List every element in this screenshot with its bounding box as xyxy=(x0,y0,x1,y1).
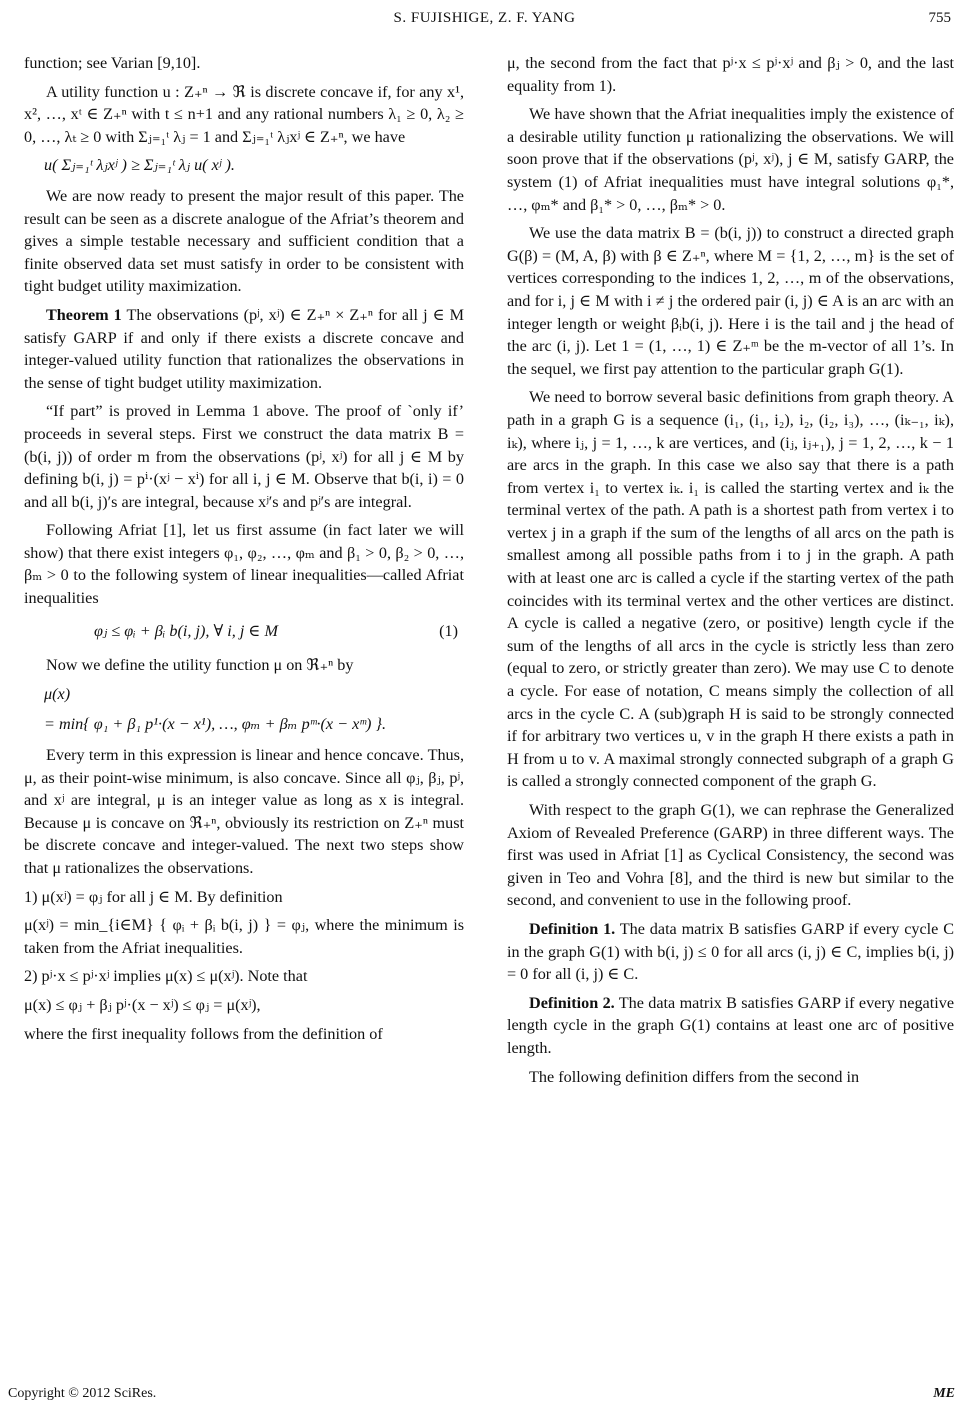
theorem-label: Theorem 1 xyxy=(46,305,122,324)
definition-2-text: The data matrix B satisfies GARP if every negative length cycle in the graph G(1) contains at least one arc of positive length. xyxy=(507,993,955,1057)
definition-1-text: The data matrix B satisfies GARP if every cycle C in the graph G(1) with b(i, j) ≤ 0 for all arcs (i, j) ∈ C, implies b(i, j) = 0 for all (i, j) ∈ C. xyxy=(507,919,954,984)
definition-1 xyxy=(507,918,954,986)
paragraph: function; see Varian [9,10]. xyxy=(24,54,201,72)
paragraph: “If part” is proved in Lemma 1 above. The proof of `only if’ proceeds in several steps. First we construct the data matrix B = (b(i, j)) of order m from the observations (pʲ, xʲ) for all j ∈ M by defining b(i, j) = pⁱ·(xʲ − xⁱ) for all i, j ∈ M. Observe that b(i, i) = 0 and all b(i, j)′s are integral, because xʲ′s and pʲ′s are integral. xyxy=(24,402,464,511)
equation-concavity: u( Σⱼ₌₁ᵗ λⱼxʲ ) ≥ Σⱼ₌₁ᵗ λⱼ u( xʲ ). xyxy=(44,156,235,175)
step-1-detail: μ(xʲ) = min_{i∈M} { φᵢ + βᵢ b(i, j) } = φⱼ, where the minimum is taken from the Afriat inequalities. xyxy=(24,916,464,957)
equation-mu-rhs: = min{ φ₁ + β₁ p¹·(x − x¹), …, φₘ + βₘ pᵐ·(x − xᵐ) }. xyxy=(44,715,387,734)
definition-2-label: Definition 2. xyxy=(529,993,615,1012)
paragraph-discrete-concave-definition: A utility function u : Z₊ⁿ → ℜ is discrete concave if, for any x¹, x², …, xᵗ ∈ Z₊ⁿ with t ≤ n+1 and any rational numbers λ₁ ≥ 0, λ₂ ≥ 0, …, λₜ ≥ 0 with Σⱼ₌₁ᵗ λⱼ = 1 and Σⱼ₌₁ᵗ λⱼxʲ ∈ Z₊ⁿ, we have xyxy=(24,82,464,146)
paragraph: We use the data matrix B = (b(i, j)) to construct a directed graph G(β) = (M, A, β) with β ∈ Z₊ⁿ, where M = {1, 2, …, m} is the set of vertices corresponding to the indices 1, 2, …, m of the observations, and for i, j ∈ M with i ≠ j the ordered pair (i, j) ∈ A is an arc with an integer length or weight βᵢb(i, j). Here i is the tail and j the head of the arc (i, j). Let 1 = (1, …, 1) ∈ Z₊ᵐ be the m-vector of all 1’s. In the sequel, we first pay attention to the particular graph G(1). xyxy=(507,224,954,378)
equation-1-number: (1) xyxy=(439,621,458,640)
step-2: 2) pʲ·x ≤ pʲ·xʲ implies μ(x) ≤ μ(xʲ). Note that xyxy=(24,967,308,986)
equation-1 xyxy=(24,620,464,643)
page-header xyxy=(0,8,969,32)
paragraph: Every term in this expression is linear and hence concave. Thus, μ, as their point-wise minimum, is also concave. Since all φⱼ, βⱼ, pʲ, and xʲ are integral, μ is an integer value as long as x is integral. Because μ is concave on ℜ₊ⁿ, obviously its restriction on Z₊ⁿ must be discrete concave and integer-valued. The next two steps show that μ rationalizes the observations. xyxy=(24,746,464,877)
step-2-detail: μ(x) ≤ φⱼ + βⱼ pʲ·(x − xʲ) ≤ φⱼ = μ(xʲ), xyxy=(24,995,261,1014)
copyright-notice: Copyright © 2012 SciRes. xyxy=(8,1386,157,1401)
equation-1-body: φⱼ ≤ φᵢ + βᵢ b(i, j), ∀ i, j ∈ M xyxy=(94,621,278,640)
definition-2 xyxy=(507,992,954,1060)
page-footer xyxy=(0,1384,969,1406)
paragraph: The following definition differs from the second in xyxy=(529,1067,860,1086)
theorem-text: The observations (pʲ, xʲ) ∈ Z₊ⁿ × Z₊ⁿ for all j ∈ M satisfy GARP if and only if there exists a discrete concave and integer-valued utility function that rationalizes the observations in the sense of tight budget utility maximization. xyxy=(24,305,464,392)
paragraph-graph-definitions: We need to borrow several basic definitions from graph theory. A path in a graph G is a sequence (i₁, (i₁, i₂), i₂, (i₂, i₃), …, (iₖ₋₁, iₖ), iₖ), where iⱼ, j = 1, …, k are vertices, and (iⱼ, iⱼ₊₁), j = 1, 2, …, k − 1 are arcs in the graph. In this case we also say that there is a path from vertex i₁ to vertex iₖ. i₁ is called the starting vertex and iₖ the terminal vertex of the path. A path is a shortest path from vertex i to vertex j in a graph if the sum of the lengths of all arcs on the path is smallest among all possible paths from i to j in the graph. A path with at least one arc is called a cycle if the starting vertex of the path coincides with its terminal vertex and the other vertices are distinct. A cycle is called a negative (zero, or positive) length cycle if the sum of the lengths of all arcs in the cycle is strictly less than zero (equal to zero, or strictly greater than zero). We may use C to denote a cycle. For ease of notation, C means simply the collection of all arcs in the cycle C. A (sub)graph H is said to be strongly connected if for arbitrary two vertices u, v in the graph H there exists a path in H from u to v. A maximal strongly connected subgraph of a graph G is called a strongly connected component of the graph G. xyxy=(507,388,954,791)
paragraph: Following Afriat [1], let us first assume (in fact later we will show) that there exist integers φ₁, φ₂, …, φₘ and β₁ > 0, β₂ > 0, …, βₘ > 0 to the following system of linear inequalities—called Afriat inequalities xyxy=(24,521,464,608)
equation-mu-lhs: μ(x) xyxy=(44,684,71,703)
paragraph: We have shown that the Afriat inequalities imply the existence of a desirable utility function μ rationalizing the observations. We will soon prove that if the observations (pʲ, xʲ), j ∈ M, satisfy GARP, the system (1) of Afriat inequalities must have integral solutions φ₁*, …, φₘ* and β₁* > 0, …, βₘ* > 0. xyxy=(507,105,954,214)
page-number: 755 xyxy=(928,10,951,26)
right-column xyxy=(507,52,954,1094)
definition-1-label: Definition 1. xyxy=(529,919,616,938)
paragraph: Now we define the utility function μ on ℜ₊ⁿ by xyxy=(46,656,354,675)
theorem-1 xyxy=(24,304,464,394)
step-1: 1) μ(xʲ) = φⱼ for all j ∈ M. By definition xyxy=(24,887,283,906)
running-title: S. FUJISHIGE, Z. F. YANG xyxy=(393,10,576,26)
paragraph: We are now ready to present the major result of this paper. The result can be seen as a discrete analogue of the Afriat’s theorem and gives a simple testable necessary and sufficient condition that a finite observed data set must satisfy in order to be consistent with tight budget utility maximization. xyxy=(24,186,464,296)
journal-abbreviation: ME xyxy=(933,1386,955,1401)
paragraph: where the first inequality follows from the definition of xyxy=(24,1024,383,1043)
left-column xyxy=(24,52,464,1051)
paragraph: With respect to the graph G(1), we can rephrase the Generalized Axiom of Revealed Preference (GARP) in three different ways. The first was used in Afriat [1] as Cyclical Consistency, the second was given in Teo and Vohra [8], and the third is new but similar to the second, and convenient to use in the following proof. xyxy=(507,801,954,910)
paragraph: μ, the second from the fact that pʲ·x ≤ pʲ·xʲ and βⱼ > 0, and the last equality from 1). xyxy=(507,54,954,95)
